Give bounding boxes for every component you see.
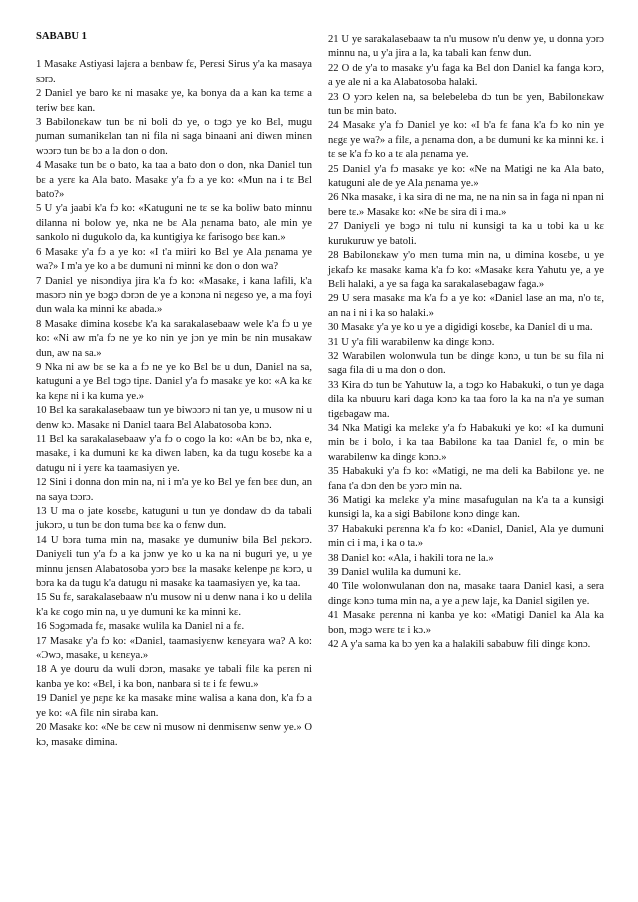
verse: 9 Nka ni aw bɛ se ka a fɔ ne ye ko Bɛl bɛ u dun, Daniɛl na sa, katuguni a ye Bɛl tɔgɔ tiɲɛ. Daniɛl y'a fɔ masakɛ ye ko: «A ka kɛ ka kɛɲɛ ni i ka kuma ye.» <box>36 361 312 402</box>
verse: 35 Habakuki y'a fɔ ko: «Matigi, ne ma deli ka Babilonɛ ye. ne fana t'a dɔn den bɛ yɔrɔ min na. <box>328 466 604 492</box>
chapter-title: SABABU 1 <box>36 31 87 42</box>
verse: 7 Daniɛl ye nisɔndiya jira k'a fɔ ko: «Masakɛ, i kana lafili, k'a masɔrɔ nin ye bɔgɔ dɔrɔn de ye a kɔnɔna ni nɛgɛso ye, a ma foyi dun wala ka minni kɛ abada.» <box>36 275 312 316</box>
verse: 4 Masakɛ tun bɛ o bato, ka taa a bato don o don, nka Daniɛl tun bɛ a yɛrɛ ka Ala bato. Masakɛ y'a fɔ a ye ko: «Mun na i tɛ Bɛl bato?» <box>36 160 312 201</box>
verse: 16 Sɔgɔmada fɛ, masakɛ wulila ka Daniɛl ni a fɛ. <box>36 621 245 633</box>
verse: 22 O de y'a to masakɛ y'u faga ka Bɛl don Daniɛl ka fanga kɔrɔ, a ye ale ni a ka Alabatosoba halaki. <box>328 62 604 89</box>
text-columns <box>36 30 604 750</box>
verse: 17 Masakɛ y'a fɔ ko: «Daniɛl, taamasiyɛnw kɛnɛyara wa? A ko: «Ɔwɔ, masakɛ, u kɛnɛya.» <box>36 635 312 662</box>
verse: 1 Masakɛ Astiyasi lajɛra a bɛnbaw fɛ, Perɛsi Sirus y'a ka masaya sɔrɔ. <box>36 59 312 85</box>
verse: 20 Masakɛ ko: «Ne bɛ cɛw ni musow ni denmisɛnw senw ye.» O kɔ, masakɛ dimina. <box>36 722 312 748</box>
verse: 29 U sera masakɛ ma k'a fɔ a ye ko: «Daniɛl lase an ma, n'o tɛ, an na i ni i ka so halaki.» <box>328 293 604 319</box>
left-column <box>36 30 312 750</box>
verse: 41 Masakɛ pɛrɛnna ni kanba ye ko: «Matigi Daniɛl ka Ala ka bon, mɔgɔ wɛrɛ tɛ i kɔ.» <box>328 610 604 636</box>
verse: 5 U y'a jaabi k'a fɔ ko: «Katuguni ne tɛ se ka boliw bato minnu dilanna ni bolow ye, nka ne bɛ Ala ɲɛnama bato, ale min ye sankolo ni dugukolo da, ka kuntigiya kɛ farisogo bɛɛ kan.» <box>36 203 312 244</box>
verse: 34 Nka Matigi ka mɛlɛkɛ y'a fɔ Habakuki ye ko: «I ka dumuni min bɛ i bolo, i ka taa Babilonɛ ka taa Daniɛl fɛ, o min bɛ warabilenw ka dingɛ kɔnɔ.» <box>328 422 604 463</box>
verse: 37 Habakuki pɛrɛnna k'a fɔ ko: «Daniɛl, Daniɛl, Ala ye dumuni min ci i ma, i ka o ta.» <box>328 523 604 550</box>
verse: 25 Daniɛl y'a fɔ masakɛ ye ko: «Ne na Matigi ne ka Ala bato, katuguni ale de ye Ala ɲɛnama ye.» <box>328 163 604 190</box>
verse: 23 O yɔrɔ kelen na, sa belebeleba dɔ tun bɛ yen, Babilonɛkaw tun bɛ min bato. <box>328 91 604 118</box>
verse: 32 Warabilen wolonwula tun bɛ dingɛ kɔnɔ, u tun bɛ su fila ni saga fila di u ma don o don. <box>328 350 604 377</box>
verse: 14 U bɔra tuma min na, masakɛ ye dumuniw bila Bɛl ɲɛkɔrɔ. Daniyɛli tun y'a fɔ a ka jɔnw ye ko u ka na ni buguri ye, u ye minnu jɛnsɛn Alabatosoba yɔrɔ bɛɛ la masakɛ kelenpe ɲɛ kɔrɔ, u bɔra ka da tugu k'a datugu ni masakɛ ka taamasiyɛn ye, ka taa. <box>36 534 312 590</box>
verse: 42 A y'a sama ka bɔ yen ka a halakili sababuw fili dingɛ kɔnɔ. <box>328 639 591 651</box>
verse: 6 Masakɛ y'a fɔ a ye ko: «I t'a miiri ko Bɛl ye Ala ɲɛnama ye wa?» I m'a ye ko a bɛ dumuni ni minni kɛ don o don wa? <box>36 246 312 273</box>
verse: 11 Bɛl ka sarakalasebaaw y'a fɔ o cogo la ko: «An bɛ bɔ, nka e, masakɛ, i ka dumuni kɛ ka diwɛn labɛn, ka da tugu kosɛbɛ ka a datugu ni i yɛrɛ ka taamasiyɛn ye. <box>36 433 312 474</box>
verse: 15 Su fɛ, sarakalasebaaw n'u musow ni u denw nana i ko u delila k'a kɛ cogo min na, u ye dumuni kɛ ka minni kɛ. <box>36 592 312 618</box>
verse: 13 U ma o jate kosɛbɛ, katuguni u tun ye dondaw dɔ da tabali jukɔrɔ, u tun bɛ don tuma bɛɛ ka o fɛnw dun. <box>36 506 312 532</box>
verse: 18 A ye douru da wuli dɔrɔn, masakɛ ye tabali filɛ ka pɛrɛn ni kanba ye ko: «Bɛl, i ka bon, nanbara si tɛ i fɛ fewu.» <box>36 664 312 690</box>
verse: 3 Babilonɛkaw tun bɛ ni boli dɔ ye, o tɔgɔ ye ko Bɛl, mugu ɲuman sumanikɛlan tan ni fila ni saga binaani ani diwɛn minɛn wɔɔrɔ tun bɛ bɔ a la don o don. <box>36 117 312 157</box>
verse: 27 Daniyɛli ye bɔgɔ ni tulu ni kunsigi ta ka u tobi ka u kɛ kurukuruw ye batoli. <box>328 221 604 247</box>
right-column <box>328 30 604 652</box>
verse: 39 Daniɛl wulila ka dumuni kɛ. <box>328 567 462 579</box>
verse: 31 U y'a fili warabilenw ka dingɛ kɔnɔ. <box>328 336 495 348</box>
verse: 36 Matigi ka mɛlɛkɛ y'a minɛ masafugulan na k'a ta a kunsigi kunsigi la, ka a sigi Babilonɛ kɔnɔ dingɛ kan. <box>328 495 604 521</box>
verse: 21 U ye sarakalasebaaw ta n'u musow n'u denw ye, u donna yɔrɔ minnu na, u y'a jira a la, ka tabali kan fɛnw dun. <box>328 34 604 60</box>
verse: 10 Bɛl ka sarakalasebaaw tun ye biwɔɔrɔ ni tan ye, u musow ni u denw kɔ. Masakɛ ni Daniɛl taara Bɛl Alabatosoba kɔnɔ. <box>36 405 312 431</box>
verse: 8 Masakɛ dimina kosɛbɛ k'a ka sarakalasebaaw wele k'a fɔ u ye ko: «Ni aw m'a fɔ ne ye ko nin ye jɔn ye min bɛ nin musakaw dun, aw na sa.» <box>36 318 312 359</box>
verse: 38 Daniɛl ko: «Ala, i hakili tora ne la.» <box>328 552 494 564</box>
left-verse-list <box>36 58 312 750</box>
verse: 40 Tile wolonwulanan don na, masakɛ taara Daniɛl kasi, a sera dingɛ kɔnɔ tuma min na, a ye a ɲɛw lajɛ, ka Daniɛl sigilen ye. <box>328 581 604 607</box>
verse: 26 Nka masakɛ, i ka sira di ne ma, ne na nin sa in faga ni npan ni bere tɛ.» Masakɛ ko: «Ne bɛ sira di i ma.» <box>328 192 604 218</box>
verse: 28 Babilonɛkaw y'o mɛn tuma min na, u dimina kosɛbɛ, u ye jɛkafɔ kɛ masakɛ kama k'a fɔ ko: «Masakɛ kɛra Yahutu ye, a ye Bɛli halaki, a ye sa faga ka sarakalasebagaw faga.» <box>328 250 604 290</box>
verse: 30 Masakɛ y'a ye ko u ye a digidigi kosɛbɛ, ka Daniɛl di u ma. <box>328 322 593 334</box>
verse: 24 Masakɛ y'a fɔ Daniɛl ye ko: «I b'a fɛ fana k'a fɔ ko nin ye nɛgɛ ye wa?» a filɛ, a ɲɛnama don, a bɛ dumuni kɛ ka minni kɛ. i tɛ se k'a fɔ ko a tɛ ala ɲɛnama ye. <box>328 120 604 161</box>
verse: 33 Kira dɔ tun bɛ Yahutuw la, a tɔgɔ ko Habakuki, o tun ye daga dila ka nbuuru kari daga kɔnɔ ka taa foro la ka na n'a ye suman tigɛbagaw ma. <box>328 379 604 420</box>
verse: 12 Sini i donna don min na, ni i m'a ye ko Bɛl ye fɛn bɛɛ dun, an na saya tɔɔrɔ. <box>36 477 312 503</box>
verse: 19 Daniɛl ye ɲɛɲɛ kɛ ka masakɛ minɛ walisa a kana don, k'a fɔ a ye ko: «A filɛ nin siraba kan. <box>36 693 312 719</box>
right-verse-list <box>328 33 604 652</box>
verse: 2 Daniɛl ye baro kɛ ni masakɛ ye, ka bonya da a kan ka tɛmɛ a teriw bɛɛ kan. <box>36 88 312 114</box>
